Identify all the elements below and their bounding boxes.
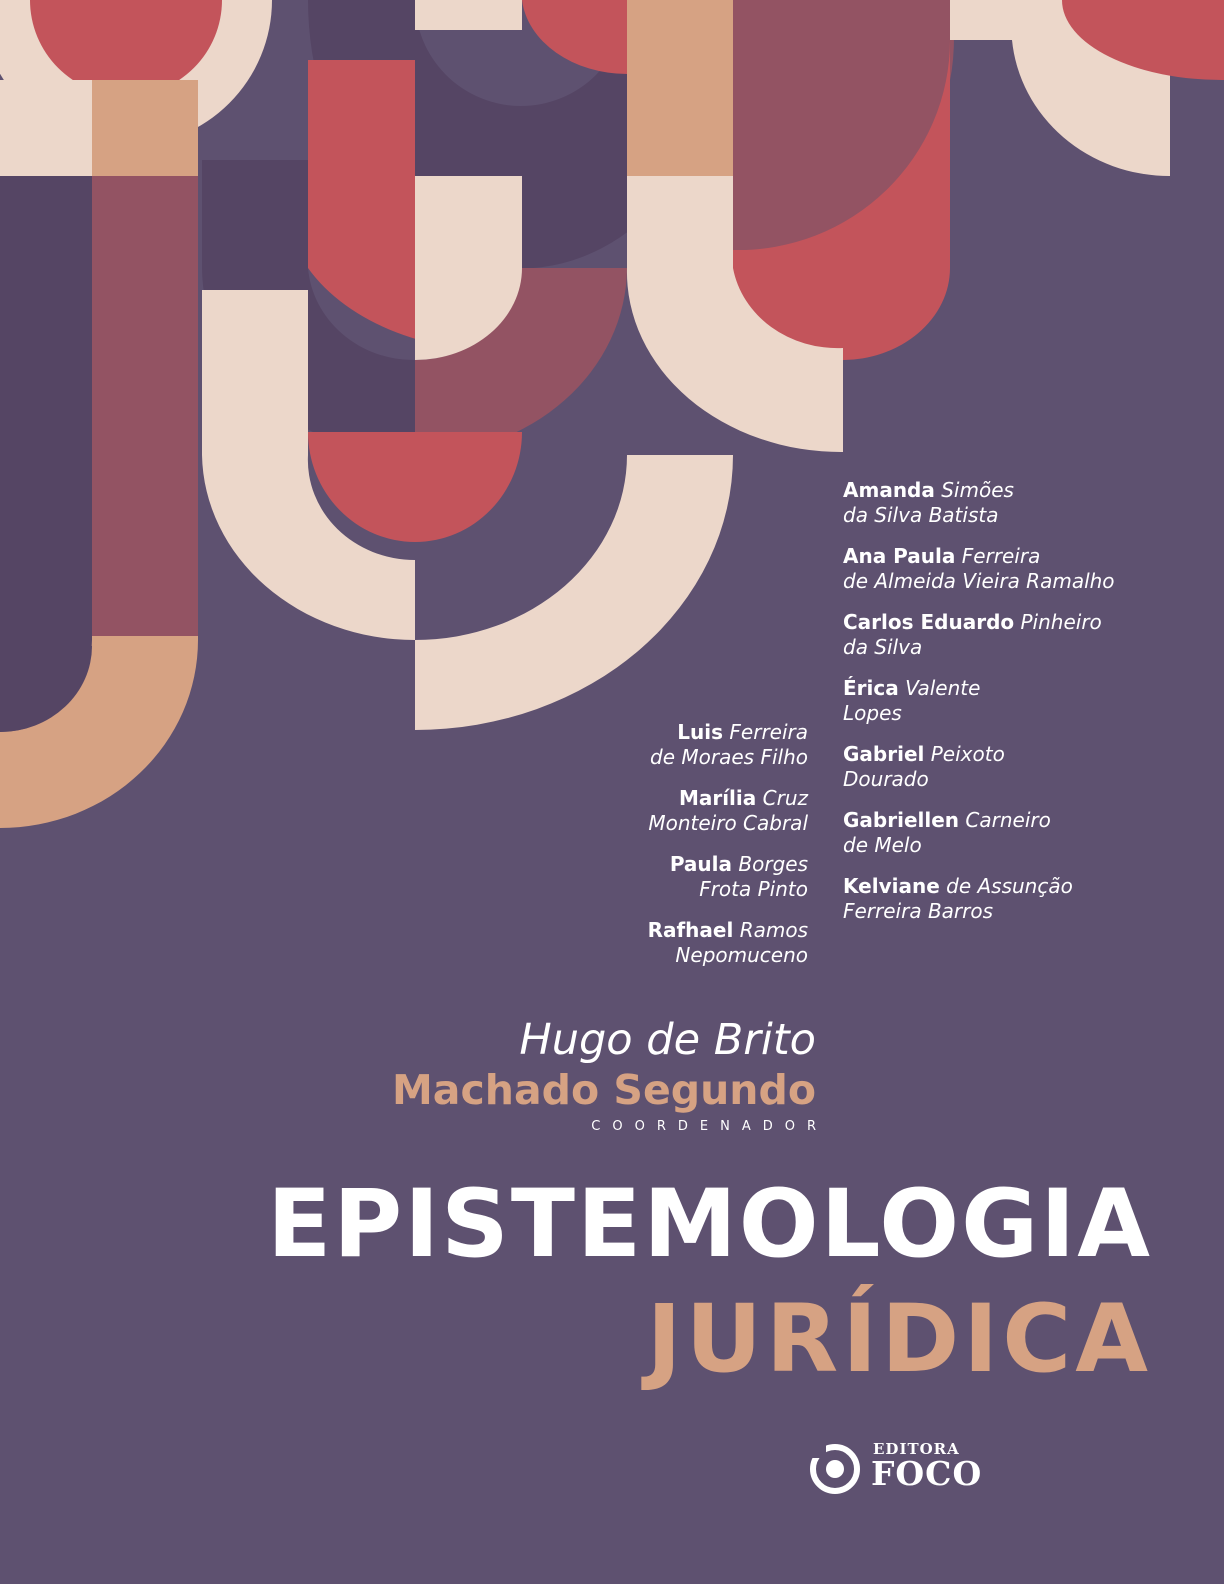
author-entry xyxy=(843,808,1203,858)
author-surname: Peixoto xyxy=(930,742,1005,766)
column-deep-left xyxy=(0,176,92,646)
author-surname: Carneiro xyxy=(965,808,1051,832)
author-entry xyxy=(843,874,1203,924)
author-surname: Valente xyxy=(905,676,981,700)
coordinator-name-line1: Hugo de Brito xyxy=(519,1015,816,1065)
u-bottom-coral xyxy=(308,432,522,542)
block-cream-mid xyxy=(415,0,522,30)
author-surname-line2: de Almeida Vieira Ramalho xyxy=(843,569,1115,593)
author-entry xyxy=(520,918,808,968)
coordinator-name-line2: Machado Segundo xyxy=(392,1066,816,1114)
band-cream-top-left xyxy=(0,80,92,176)
author-entry xyxy=(843,478,1203,528)
author-surname-line2: Lopes xyxy=(843,701,902,725)
author-entry xyxy=(520,852,808,902)
author-entry xyxy=(843,742,1203,792)
author-entry xyxy=(843,544,1203,594)
author-surname: Pinheiro xyxy=(1020,610,1102,634)
author-entry xyxy=(843,676,1203,726)
author-surname: Ferreira xyxy=(729,720,808,744)
author-first-name: Rafhael xyxy=(647,918,734,942)
book-title-line2: JURÍDICA xyxy=(646,1285,1152,1394)
author-list-left xyxy=(520,720,808,984)
author-first-name: Paula xyxy=(669,852,733,876)
author-surname-line2: Frota Pinto xyxy=(699,877,808,901)
book-title-line1: EPISTEMOLOGIA xyxy=(267,1170,1152,1279)
band-tan-top-left xyxy=(92,80,198,176)
publisher-logo xyxy=(808,1438,1008,1498)
author-first-name: Amanda xyxy=(843,478,935,502)
author-surname: de Assunção xyxy=(946,874,1073,898)
column-mauve-left xyxy=(92,176,198,636)
cream-left-lower xyxy=(202,290,308,455)
author-list-right xyxy=(843,478,1203,940)
author-surname: Ferreira xyxy=(961,544,1041,568)
author-surname-line2: Monteiro Cabral xyxy=(648,811,808,835)
author-surname-line2: Ferreira Barros xyxy=(843,899,994,923)
author-first-name: Gabriellen xyxy=(843,808,960,832)
author-first-name: Érica xyxy=(843,676,899,700)
author-surname-line2: Nepomuceno xyxy=(675,943,808,967)
arch-top-middle-tan xyxy=(627,0,733,176)
publisher-mark-icon xyxy=(808,1442,864,1494)
author-first-name: Marília xyxy=(678,786,757,810)
author-first-name: Luis xyxy=(677,720,724,744)
author-surname-line2: de Melo xyxy=(843,833,922,857)
author-surname-line2: de Moraes Filho xyxy=(650,745,808,769)
author-surname: Cruz xyxy=(762,786,808,810)
author-first-name: Kelviane xyxy=(843,874,940,898)
author-first-name: Carlos Eduardo xyxy=(843,610,1015,634)
coordinator-block xyxy=(392,1015,828,1134)
author-first-name: Gabriel xyxy=(843,742,925,766)
publisher-label: EDITORA xyxy=(873,1440,960,1458)
author-entry xyxy=(520,786,808,836)
publisher-name: FOCO xyxy=(871,1454,983,1493)
author-first-name: Ana Paula xyxy=(843,544,956,568)
author-entry xyxy=(843,610,1203,660)
author-surname: Ramos xyxy=(739,918,808,942)
coordinator-role: COORDENADOR xyxy=(591,1119,828,1134)
author-surname-line2: Dourado xyxy=(843,767,929,791)
author-surname-line2: da Silva xyxy=(843,635,923,659)
author-entry xyxy=(520,720,808,770)
author-surname: Simões xyxy=(941,478,1014,502)
author-surname-line2: da Silva Batista xyxy=(843,503,999,527)
author-surname: Borges xyxy=(738,852,808,876)
